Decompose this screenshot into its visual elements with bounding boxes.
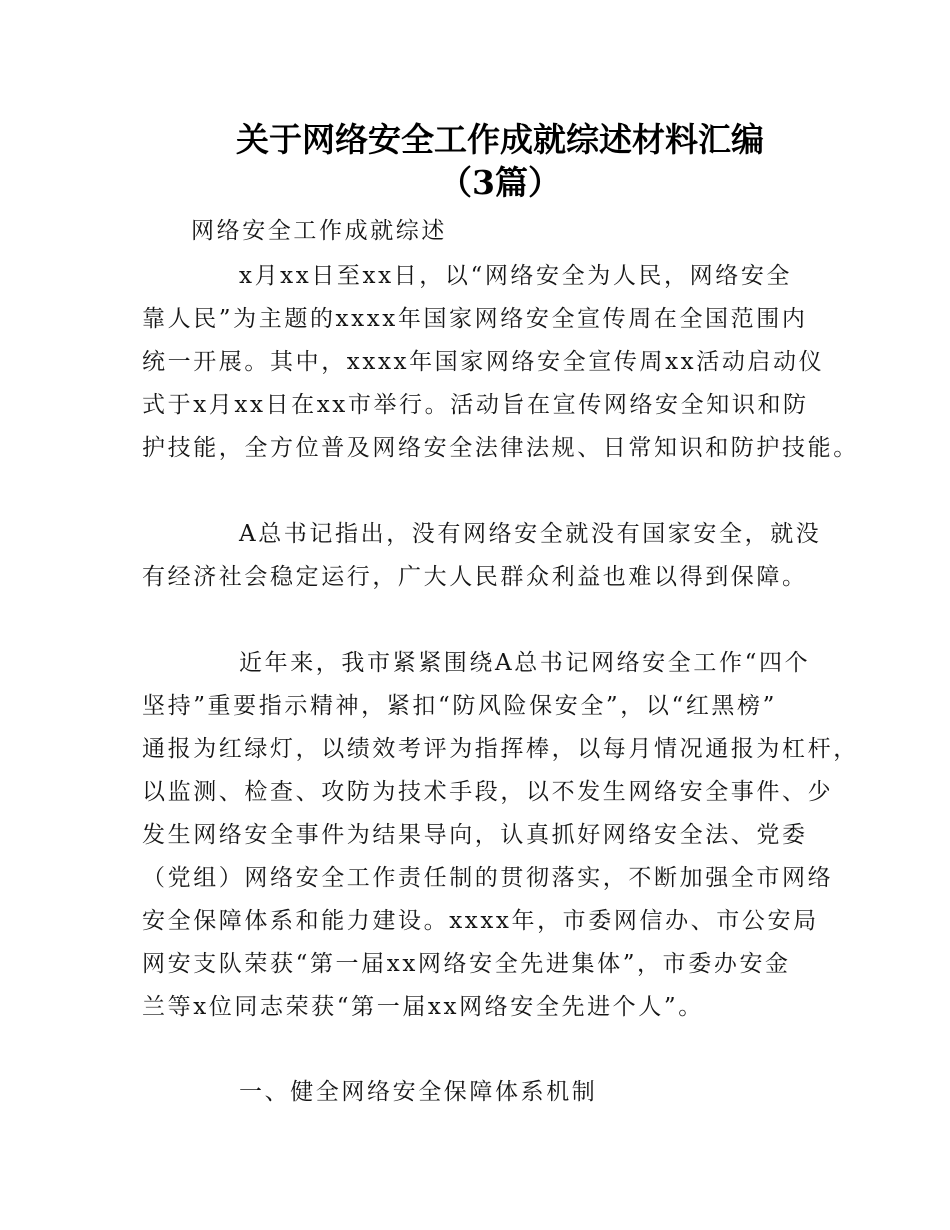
paragraph-line: 以监测、检查、攻防为技术手段，以不发生网络安全事件、少 [142, 779, 834, 805]
paragraph-line: （党组）网络安全工作责任制的贯彻落实，不断加强全市网络 [142, 865, 834, 891]
paragraph-line: 护技能，全方位普及网络安全法律法规、日常知识和防护技能。 [142, 435, 859, 461]
paragraph-line: 安全保障体系和能力建设。xxxx年，市委网信办、市公安局 [142, 908, 819, 934]
paragraph-line: 靠人民”为主题的xxxx年国家网络安全宣传周在全国范围内 [142, 306, 808, 332]
paragraph-line: A总书记指出，没有网络安全就没有国家安全，就没 [239, 521, 822, 547]
paragraph-line: 近年来，我市紧紧围绕A总书记网络安全工作“四个 [239, 650, 811, 676]
paragraph-line: x月xx日至xx日，以“网络安全为人民，网络安全 [239, 263, 793, 289]
paragraph-line: 通报为红绿灯，以绩效考评为指挥棒，以每月情况通报为杠杆， [142, 736, 859, 762]
paragraph-line: 兰等x位同志荣获“第一届xx网络安全先进个人”。 [142, 994, 704, 1020]
paragraph-line: 发生网络安全事件为结果导向，认真抓好网络安全法、党委 [142, 822, 808, 848]
document-subtitle: 网络安全工作成就综述 [191, 218, 447, 244]
paragraph-line: 坚持”重要指示精神，紧扣“防风险保安全”，以“红黑榜” [142, 693, 777, 719]
document-title-count: （3篇） [439, 163, 561, 202]
section-heading: 一、健全网络安全保障体系机制 [239, 1079, 598, 1105]
paragraph-line: 统一开展。其中，xxxx年国家网络安全宣传周xx活动启动仪 [142, 349, 825, 375]
document-title: 关于网络安全工作成就综述材料汇编 [236, 120, 764, 159]
paragraph-line: 网安支队荣获“第一届xx网络安全先进集体”，市委办安金 [142, 951, 791, 977]
paragraph-line: 式于x月xx日在xx市举行。活动旨在宣传网络安全知识和防 [142, 392, 809, 418]
paragraph-line: 有经济社会稳定运行，广大人民群众利益也难以得到保障。 [142, 564, 808, 590]
